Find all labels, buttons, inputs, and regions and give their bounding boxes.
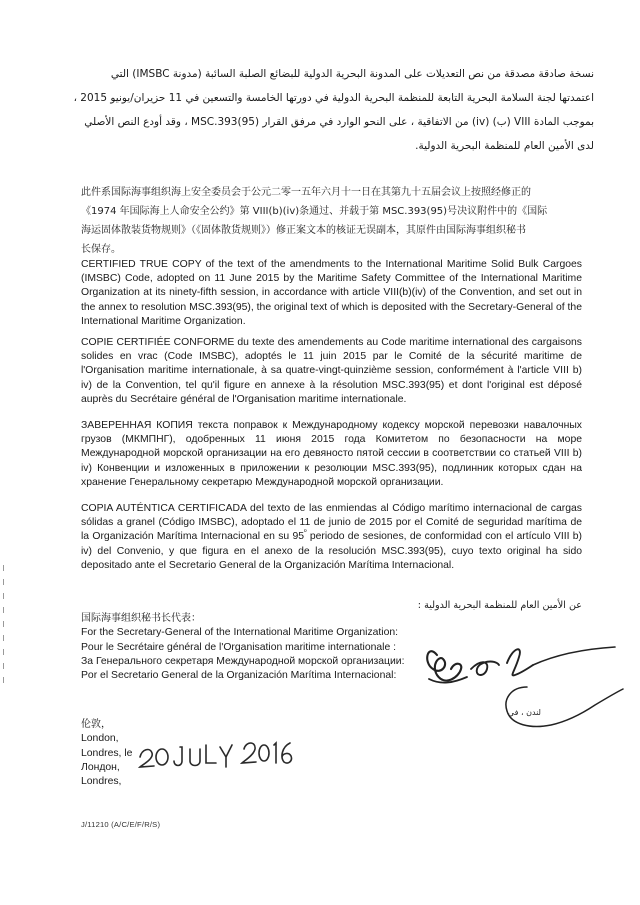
signature-line-french: Pour le Secrétaire général de l'Organisation maritime internationale : xyxy=(81,641,397,653)
arabic-line: بموجب المادة VIII (ب) (iv) من الاتفاقية ، على النحو الوارد في مرفق القرار MSC.393(95) ، وقد أودع النص الأصلي xyxy=(84,116,594,128)
arabic-place-label: لندن ، في xyxy=(507,708,541,717)
arabic-paragraph xyxy=(70,62,594,158)
place-line-english: London, xyxy=(81,733,119,745)
place-line-chinese: 伦敦， xyxy=(81,719,111,730)
signature-line-spanish: Por el Secretario General de la Organización Marítima Internacional: xyxy=(81,670,397,682)
signature-line-chinese: 国际海事组织秘书长代表： xyxy=(81,613,201,624)
english-paragraph: CERTIFIED TRUE COPY of the text of the amendments to the International Maritime Solid Bulk Cargoes (IMSBC) Code, adopted on 11 June 2015 by the Maritime Safety Committee of the International Maritime Organization at its ninety-fifth session, in accordance with article VIII(b)(iv) of the Convention, and set out in the annex to resolution MSC.393(95), the original text of which is deposited with the Secretary-General of the International Maritime Organization. xyxy=(81,259,582,327)
place-line-french: Londres, le xyxy=(81,747,133,759)
spanish-text-end: periodo de sesiones, de conformidad con el artículo VIII b) iv) del Convenio, y que figura en el anexo de la resolución MSC.393(95), cuyo texto original ha sido depositado ante el Secretario General de la Organización Marítima Internacional. xyxy=(81,531,582,571)
chinese-line: 《1974 年国际海上人命安全公约》第 VIII(b)(iv)条通过、并载于第 MSC.393(95)号决议附件中的《国际 xyxy=(81,206,548,217)
handwritten-date xyxy=(136,735,296,771)
spanish-paragraph xyxy=(81,502,582,573)
edge-marks xyxy=(3,565,5,685)
chinese-paragraph xyxy=(81,183,583,259)
place-block xyxy=(81,718,132,789)
spanish-text-start: COPIA AUTÉNTICA CERTIFICADA del texto de las enmiendas al Código marítimo internacional de cargas sólidas a granel (Código IMSBC), adoptado el 11 de junio de 2015 por el Comité de seguridad marítima de la Organización Marítima Internacional en su 95 xyxy=(81,503,582,543)
ordinal-superscript: º xyxy=(304,529,307,537)
place-line-spanish: Londres, xyxy=(81,776,122,788)
russian-paragraph: ЗАВЕРЕННАЯ КОПИЯ текста поправок к Международному кодексу морской перевозки навалочных грузов (МКМПНГ), одобренных 11 июня 2015 года Комитетом по безопасности на море Международной морской организации на его девяносто пятой сессии в соответствии со статьей VIII b) iv) Конвенции и изложенных в приложении к резолюции MSC.393(95), подлинник которых сдан на хранение Генеральному секретарю Международной морской организации. xyxy=(81,420,582,488)
arabic-line: نسخة صادقة مصدقة من نص التعديلات على المدونة البحرية الدولية للبضائع الصلبة السائبة (مدونة IMSBC) التي xyxy=(110,68,594,80)
chinese-line: 此件系国际海事组织海上安全委员会于公元二零一五年六月十一日在其第九十五届会议上按照经修正的 xyxy=(81,187,531,198)
handwritten-signature xyxy=(415,625,630,735)
reference-code: J/11210 (A/C/E/F/R/S) xyxy=(81,820,161,829)
signature-line-english: For the Secretary-General of the International Maritime Organization: xyxy=(81,627,399,639)
arabic-line: لدى الأمين العام للمنظمة البحرية الدولية. xyxy=(415,140,594,152)
chinese-line: 长保存。 xyxy=(81,244,121,255)
arabic-signature-line: عن الأمين العام للمنظمة البحرية الدولية : xyxy=(417,600,582,611)
arabic-line: اعتمدتها لجنة السلامة البحرية التابعة للمنظمة البحرية الدولية في دورتها الخامسة والتسعين في 11 حزيران/يونيو 2015 ، xyxy=(73,92,594,104)
chinese-line: 海运固体散装货物规则》（《固体散货规则》）修正案文本的核证无误副本，其原件由国际海事组织秘书 xyxy=(81,225,526,236)
signature-block xyxy=(81,612,441,683)
french-paragraph: COPIE CERTIFIÉE CONFORME du texte des amendements au Code maritime international des cargaisons solides en vrac (Code IMSBC), adoptés le 11 juin 2015 par le Comité de la sécurité maritime de l'Organisation maritime internationale, à sa quatre-vingt-quinzième session, conformément à l'article VIII b) iv) de la Convention, tel qu'il figure en annexe à la résolution MSC.393(95) et dont l'original est déposé auprès du Secrétaire général de l'Organisation maritime internationale. xyxy=(81,337,582,405)
signature-line-russian: За Генерального секретаря Международной морской организации: xyxy=(81,655,405,667)
place-line-russian: Лондон, xyxy=(81,761,120,773)
